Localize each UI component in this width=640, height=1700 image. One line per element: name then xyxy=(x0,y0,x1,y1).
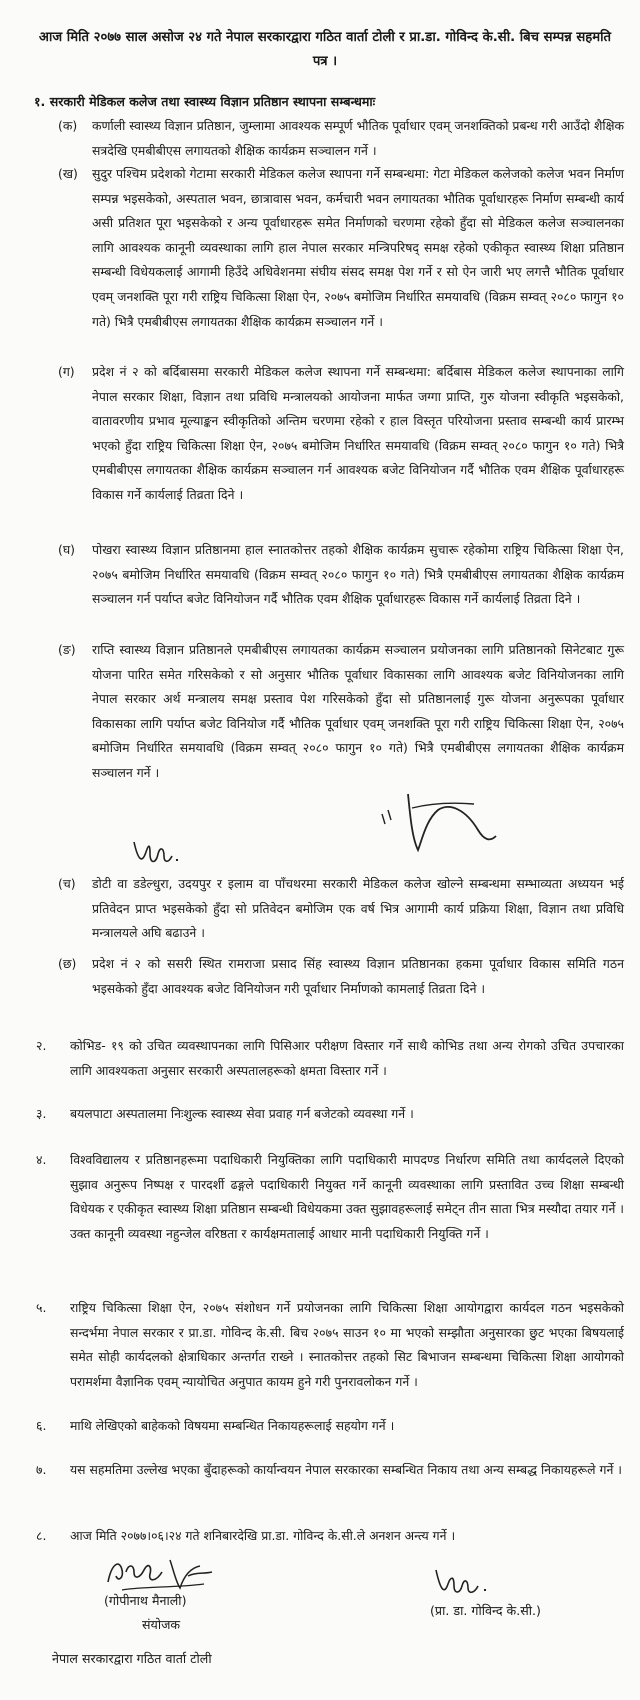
sub-item-gha xyxy=(58,538,624,636)
govinda-kc-signature xyxy=(430,1564,500,1600)
sub-item-text: सुदुर पश्चिम प्रदेशको गेटामा सरकारी मेडिकल कलेज स्थापना गर्ने सम्बन्धमा: गेटा मेडिकल कलेजको कलेज भवन निर्माण सम्पन्न भइसकेको, अस्पताल भवन, छात्रावास भवन, कर्मचारी भवन लगायतका भौतिक पूर्वाधारहरू निर्माण सम्बन्धी कार्य असी प्रतिशत पूरा भइसकेको र अन्य पूर्वाधारहरू समेत निर्माणको चरणमा रहेको हुँदा सो मेडिकल कलेज सञ्चालनका लागि आवश्यक कानूनी व्यवस्थाका लागि हाल नेपाल सरकार मन्त्रिपरिषद् समक्ष रहेको एकीकृत स्वास्थ्य शिक्षा प्रतिष्ठान सम्बन्धी विधेयकलाई आगामी हिउँदे अधिवेशनमा संघीय संसद समक्ष पेश गर्ने र सो ऐन जारी भए लगत्तै भौतिक पूर्वाधार एवम् जनशक्ति पूरा गरी राष्ट्रिय चिकित्सा शिक्षा ऐन, २०७५ बमोजिम निर्धारित समयावधि (विक्रम सम्वत् २०८० फागुन १० गते) भित्रै एमबीबीएस लगायतका शैक्षिक कार्यक्रम सञ्चालन गर्ने । xyxy=(92,166,624,329)
coordinator-role: संयोजक xyxy=(142,1617,181,1632)
sub-item-label: (ख) xyxy=(58,166,78,181)
point-number: ४. xyxy=(36,1152,47,1167)
point-text: विश्वविद्यालय र प्रतिष्ठानहरूमा पदाधिकारी नियुक्तिका लागि पदाधिकारी मापदण्ड निर्धारण समिति तथा कार्यदलले दिएको सुझाव अनुरूप निष्पक्ष र पारदर्शी ढङ्गले पदाधिकारी नियुक्त गर्ने कानूनी व्यवस्थाका लागि प्रस्तावित उच्च शिक्षा सम्बन्धी विधेयक र एकीकृत स्वास्थ्य शिक्षा प्रतिष्ठान सम्बन्धी विधेयकमा उक्त सुझावहरूलाई समेट्न तीन साता भित्र मस्यौदा तयार गर्ने । उक्त कानूनी व्यवस्था नहुन्जेल वरिष्ठता र कार्यक्षमतालाई आधार मानी पदाधिकारी नियुक्ति गर्ने । xyxy=(70,1152,624,1241)
point-7 xyxy=(36,1458,624,1508)
section-1-heading-text: सरकारी मेडिकल कलेज तथा स्वास्थ्य विज्ञान प्रतिष्ठान स्थापना सम्बन्धमाः xyxy=(49,94,376,109)
point-number: ५. xyxy=(36,1300,47,1315)
sub-item-cha xyxy=(58,872,624,948)
sub-item-label: (ग) xyxy=(58,364,75,379)
point-text: यस सहमतिमा उल्लेख भएका बुँदाहरूको कार्यान्वयन नेपाल सरकारका सम्बन्धित निकाय तथा अन्य सम्बद्ध निकायहरूले गर्ने । xyxy=(70,1462,622,1477)
point-text: आज मिति २०७७।०६।२४ गते शनिबारदेखि प्रा.डा. गोविन्द के.सी.ले अनशन अन्त्य गर्ने । xyxy=(70,1528,456,1543)
point-number: ७. xyxy=(36,1462,47,1477)
sub-item-kha xyxy=(58,162,624,358)
point-text: कोभिड- १९ को उचित व्यवस्थापनका लागि पिसिआर परीक्षण विस्तार गर्ने साथै कोभिड तथा अन्य रोगको उचित उपचारका लागि आवश्यकता अनुसार सरकारी अस्पतालहरूको क्षमता विस्तार गर्ने । xyxy=(70,1038,624,1078)
point-number: २. xyxy=(36,1038,47,1053)
point-number: ८. xyxy=(36,1528,47,1543)
sub-item-label: (छ) xyxy=(58,956,77,971)
point-4 xyxy=(36,1148,624,1272)
sub-item-label: (च) xyxy=(58,876,76,891)
initials-signature-right xyxy=(378,790,498,860)
point-5 xyxy=(36,1296,624,1396)
point-2 xyxy=(36,1034,624,1084)
point-text: बयलपाटा अस्पतालमा निःशुल्क स्वास्थ्य सेवा प्रवाह गर्न बजेटको व्यवस्था गर्ने । xyxy=(70,1106,414,1121)
point-text: राष्ट्रिय चिकित्सा शिक्षा ऐन, २०७५ संशोधन गर्ने प्रयोजनका लागि चिकित्सा शिक्षा आयोगद्वारा कार्यदल गठन भइसकेको सन्दर्भमा नेपाल सरकार र प्रा.डा. गोविन्द के.सी. बिच २०७५ साउन १० मा भएको सम्झौता अनुसारका छुट भएका बिषयलाई समेत सोही कार्यदलको क्षेत्राधिकार अन्तर्गत राख्ने । स्नातकोत्तर तहको सिट बिभाजन सम्बन्धमा चिकित्सा शिक्षा आयोगको परामर्शमा वैज्ञानिक एवम् न्यायोचित अनुपात कायम हुने गरी पुनरावलोकन गर्ने । xyxy=(70,1300,624,1389)
point-3 xyxy=(36,1102,624,1128)
negotiation-team-label: नेपाल सरकारद्वारा गठित वार्ता टोली xyxy=(52,1651,212,1666)
point-6 xyxy=(36,1414,624,1440)
document-title: आज मिति २०७७ साल असोज २४ गते नेपाल सरकारद्वारा गठित वार्ता टोली र प्रा.डा. गोविन्द के.सी. बिच सम्पन्न सहमति पत्र । xyxy=(38,30,612,69)
sub-item-label: (घ) xyxy=(58,542,75,557)
sub-item-label: (ङ) xyxy=(58,642,76,657)
sub-item-text: डोटी वा डडेल्धुरा, उदयपुर र इलाम वा पाँचथरमा सरकारी मेडिकल कलेज खोल्ने सम्बन्धमा सम्भाव्यता अध्ययन भई प्रतिवेदन प्राप्त भइसकेको हुँदा सो प्रतिवेदन बमोजिम एक वर्ष भित्र आगामी कार्य प्रक्रिया शिक्षा, विज्ञान तथा प्रविधि मन्त्रालयले अघि बढाउने । xyxy=(92,876,624,941)
coordinator-name: (गोपीनाथ मैनाली) xyxy=(104,1593,187,1608)
sub-item-nga xyxy=(58,638,624,818)
point-8 xyxy=(36,1524,624,1550)
sub-item-ga xyxy=(58,360,624,532)
sub-item-chha xyxy=(58,952,624,1030)
sub-item-text: पोखरा स्वास्थ्य विज्ञान प्रतिष्ठानमा हाल स्नातकोत्तर तहको शैक्षिक कार्यक्रम सुचारू रहेकोमा राष्ट्रिय चिकित्सा शिक्षा ऐन, २०७५ बमोजिम निर्धारित समयावधि (विक्रम सम्वत् २०८० फागुन १० गते) भित्रै एमबीबीएस लगायतका शैक्षिक कार्यक्रम सञ्चालन गर्न पर्याप्त बजेट विनियोजन गर्दै भौतिक एवम शैक्षिक पूर्वाधारहरू विकास गर्ने कार्यलाई तिव्रता दिने । xyxy=(92,542,624,607)
govinda-kc-name: (प्रा. डा. गोविन्द के.सी.) xyxy=(430,1603,541,1618)
sub-item-text: राप्ति स्वास्थ्य विज्ञान प्रतिष्ठानले एमबीबीएस लगायतका कार्यक्रम सञ्चालन प्रयोजनका लागि प्रतिष्ठानको सिनेटबाट गुरू योजना पारित समेत गरिसकेको र सो अनुसार भौतिक पूर्वाधार विकासका लागि आवश्यक बजेट विनियोजनका लागि नेपाल सरकार अर्थ मन्त्रालय समक्ष प्रस्ताव पेश गरिसकेको हुँदा सो प्रतिष्ठानलाई गुरू योजना अनुरूपका पूर्वाधार विकासका लागि पर्याप्त बजेट विनियोज गर्दै भौतिक पूर्वाधार एवम् जनशक्ति पूरा गरी राष्ट्रिय चिकित्सा शिक्षा ऐन, २०७५ बमोजिम निर्धारित समयावधि (विक्रम सम्वत् २०८० फागुन १० गते) भित्रै एमबीबीएस लगायतका शैक्षिक कार्यक्रम सञ्चालन गर्ने । xyxy=(92,642,624,780)
point-number: ३. xyxy=(36,1106,47,1121)
point-number: ६. xyxy=(36,1418,47,1433)
sub-item-text: कर्णाली स्वास्थ्य विज्ञान प्रतिष्ठान, जुम्लामा आवश्यक सम्पूर्ण भौतिक पूर्वाधार एवम् जनशक्तिको प्रबन्ध गरी आउँदो शैक्षिक सत्रदेखि एमबीबीएस लगायतको शैक्षिक कार्यक्रम सञ्चालन गर्ने । xyxy=(92,118,624,158)
initials-signature-left xyxy=(128,830,188,870)
sub-item-ka xyxy=(58,114,624,166)
sub-item-text: प्रदेश नं २ को ससरी स्थित रामराजा प्रसाद सिंह स्वास्थ्य विज्ञान प्रतिष्ठानका हकमा पूर्वाधार विकास समिति गठन भइसकेको हुँदा आवश्यक बजेट विनियोजन गरी पूर्वाधार निर्माणको कामलाई तिव्रता दिने । xyxy=(92,956,624,996)
point-text: माथि लेखिएको बाहेकको विषयमा सम्बन्धित निकायहरूलाई सहयोग गर्ने । xyxy=(70,1418,395,1433)
section-1-number: १. xyxy=(34,94,46,109)
sub-item-text: प्रदेश नं २ को बर्दिबासमा सरकारी मेडिकल कलेज स्थापना गर्ने सम्बन्धमा: बर्दिबास मेडिकल कलेज स्थापनाका लागि नेपाल सरकार शिक्षा, विज्ञान तथा प्रविधि मन्त्रालयको आयोजना मार्फत जग्गा प्राप्ति, गुरु योजना स्वीकृति भइसकेको, वातावरणीय प्रभाव मूल्याङ्कन स्वीकृतिको अन्तिम चरणमा रहेको र हाल विस्तृत परियोजना प्रस्ताव सम्बन्धी कार्य प्रारम्भ भएको हुँदा राष्ट्रिय चिकित्सा शिक्षा ऐन, २०७५ बमोजिम निर्धारित समयावधि (विक्रम सम्वत् २०८० फागुन १० गते) भित्रै एमबीबीएस लगायतका शैक्षिक कार्यक्रम सञ्चालन गर्न आवश्यक बजेट विनियोजन गर्दै भौतिक एवम शैक्षिक पूर्वाधारहरू विकास गर्ने कार्यलाई तिव्रता दिने । xyxy=(92,364,624,502)
sub-item-label: (क) xyxy=(58,118,78,133)
section-1-heading xyxy=(34,92,620,112)
